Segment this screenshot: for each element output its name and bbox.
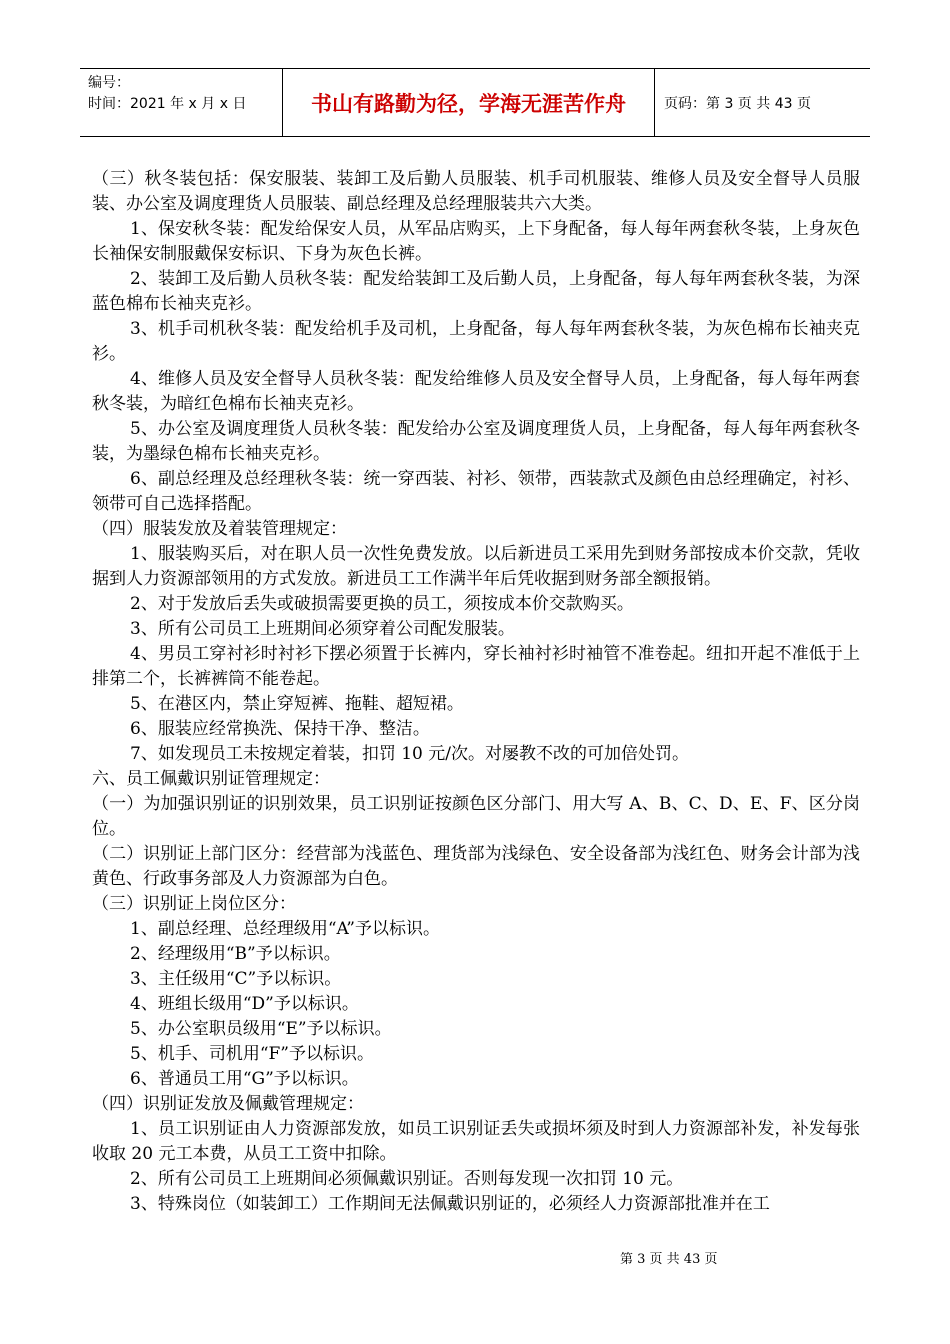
paragraph: 4、维修人员及安全督导人员秋冬装：配发给维修人员及安全督导人员，上身配备，每人每年两套秋冬装，为暗红色棉布长袖夹克衫。 — [92, 369, 860, 414]
paragraph: （一）为加强识别证的识别效果，员工识别证按颜色区分部门、用大写 A、B、C、D、E、F、区分岗位。 — [92, 794, 860, 839]
paragraph: 1、副总经理、总经理级用“A”予以标识。 — [130, 919, 440, 939]
serial-label: 编号： — [88, 75, 130, 91]
header-meta — [80, 69, 283, 136]
page-footer: 第 3 页 共 43 页 — [620, 1252, 718, 1267]
paragraph: 5、在港区内，禁止穿短裤、拖鞋、超短裙。 — [130, 694, 464, 714]
paragraph: 6、服装应经常换洗、保持干净、整洁。 — [130, 719, 430, 739]
paragraph: 6、普通员工用“G”予以标识。 — [130, 1069, 359, 1089]
paragraph: 5、办公室职员级用“E”予以标识。 — [130, 1019, 392, 1039]
header-page-info: 页码：第 3 页 共 43 页 — [664, 95, 811, 112]
paragraph: 4、班组长级用“D”予以标识。 — [130, 994, 359, 1014]
page-header — [80, 68, 870, 137]
paragraph: 7、如发现员工未按规定着装，扣罚 10 元/次。对屡教不改的可加倍处罚。 — [130, 744, 689, 764]
paragraph: 5、办公室及调度理货人员秋冬装：配发给办公室及调度理货人员，上身配备，每人每年两套秋冬装，为墨绿色棉布长袖夹克衫。 — [92, 419, 860, 464]
paragraph: 3、机手司机秋冬装：配发给机手及司机，上身配备，每人每年两套秋冬装，为灰色棉布长袖夹克衫。 — [92, 319, 860, 364]
document-body — [92, 167, 860, 1217]
paragraph: 1、员工识别证由人力资源部发放，如员工识别证丢失或损坏须及时到人力资源部补发，补发每张收取 20 元工本费，从员工工资中扣除。 — [92, 1119, 860, 1164]
paragraph: 6、副总经理及总经理秋冬装：统一穿西装、衬衫、领带，西装款式及颜色由总经理确定，衬衫、领带可自己选择搭配。 — [92, 469, 860, 514]
paragraph: （四）服装发放及着装管理规定： — [92, 519, 347, 539]
paragraph: （四）识别证发放及佩戴管理规定： — [92, 1094, 364, 1114]
date-text: 时间：2021 年 x 月 x 日 — [88, 96, 247, 112]
paragraph: 3、特殊岗位（如装卸工）工作期间无法佩戴识别证的，必须经人力资源部批准并在工 — [130, 1194, 770, 1214]
paragraph: 2、经理级用“B”予以标识。 — [130, 944, 341, 964]
paragraph: 3、所有公司员工上班期间必须穿着公司配发服装。 — [130, 619, 515, 639]
paragraph: （三）秋冬装包括：保安服装、装卸工及后勤人员服装、机手司机服装、维修人员及安全督导人员服装、办公室及调度理货人员服装、副总经理及总经理服装共六大类。 — [92, 169, 860, 214]
paragraph: 六、员工佩戴识别证管理规定： — [92, 769, 330, 789]
paragraph: 2、所有公司员工上班期间必须佩戴识别证。否则每发现一次扣罚 10 元。 — [130, 1169, 684, 1189]
paragraph: （三）识别证上岗位区分： — [92, 894, 296, 914]
paragraph: 1、保安秋冬装：配发给保安人员，从军品店购买，上下身配备，每人每年两套秋冬装，上身灰色长袖保安制服戴保安标识、下身为灰色长裤。 — [92, 219, 860, 264]
paragraph: 2、对于发放后丢失或破损需要更换的员工，须按成本价交款购买。 — [130, 594, 634, 614]
paragraph: （二）识别证上部门区分：经营部为浅蓝色、理货部为浅绿色、安全设备部为浅红色、财务会计部为浅黄色、行政事务部及人力资源部为白色。 — [92, 844, 860, 889]
paragraph: 1、服装购买后，对在职人员一次性免费发放。以后新进员工采用先到财务部按成本价交款，凭收据到人力资源部领用的方式发放。新进员工工作满半年后凭收据到财务部全额报销。 — [92, 544, 860, 589]
paragraph: 5、机手、司机用“F”予以标识。 — [130, 1044, 374, 1064]
paragraph: 4、男员工穿衬衫时衬衫下摆必须置于长裤内，穿长袖衬衫时袖管不准卷起。纽扣开起不准低于上排第二个，长裤裤筒不能卷起。 — [92, 644, 860, 689]
paragraph: 3、主任级用“C”予以标识。 — [130, 969, 342, 989]
paragraph: 2、装卸工及后勤人员秋冬装：配发给装卸工及后勤人员，上身配备，每人每年两套秋冬装，为深蓝色棉布长袖夹克衫。 — [92, 269, 860, 314]
header-motto: 书山有路勤为径，学海无涯苦作舟 — [283, 69, 655, 136]
